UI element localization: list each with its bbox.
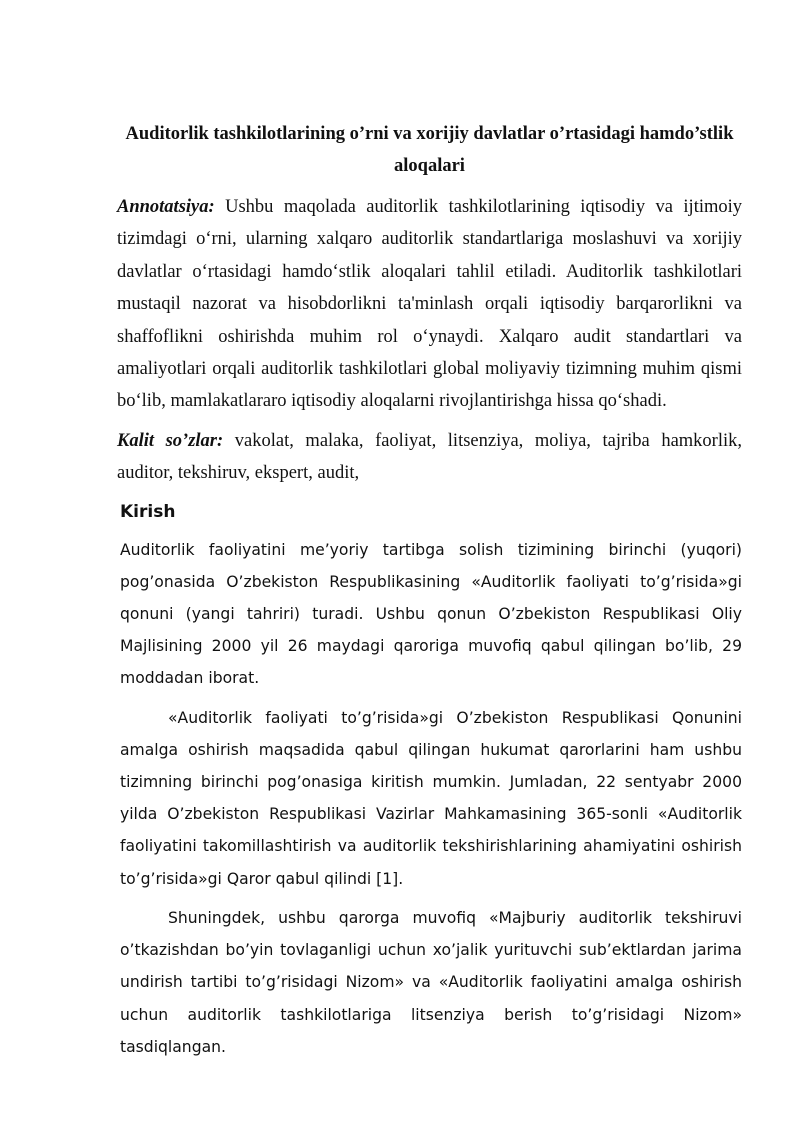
keywords-text: vakolat, malaka, faoliyat, litsenziya, moliya, tajriba hamkorlik, auditor, tekshiruv, ekspert, audit, <box>117 430 743 484</box>
body-paragraph-3: Shuningdek, ushbu qarorga muvofiq «Majburiy auditorlik tekshiruvi o’tkazishdan bo’yin tovlaganligi uchun xo’jalik yurituvchi sub’ektlardan jarima undirish tartibi to’g’risidagi Nizom» va «Auditorlik faoliyatini amalga oshirish uchun auditorlik tashkilotlariga litsenziya berish to’g’risidagi Nizom» tasdiqlangan. <box>120 908 742 1056</box>
article-title: Auditorlik tashkilotlarining o’rni va xorijiy davlatlar o’rtasidagi hamdo’stlik aloqalari <box>125 124 734 176</box>
section-heading: Kirish <box>120 501 176 522</box>
abstract-text: Ushbu maqolada auditorlik tashkilotlarining iqtisodiy va ijtimoiy tizimdagi oʻrni, ularning xalqaro auditorlik standartlariga moslashuvi va xorijiy davlatlar oʻrtasidagi hamdoʻstlik aloqalari tahlil etiladi. Auditorlik tashkilotlari mustaqil nazorat va hisobdorlikni ta'minlash orqali iqtisodiy barqarorlikni va shaffoflikni oshirishda muhim rol oʻynaydi. Xalqaro audit standartlari va amaliyotlari orqali auditorlik tashkilotlari global moliyaviy tizimning muhim qismi boʻlib, mamlakatlararo iqtisodiy aloqalarni rivojlantirishga hissa qoʻshadi. <box>117 197 743 412</box>
section-introduction <box>117 498 742 1063</box>
abstract-label: Annotatsiya: <box>117 197 215 217</box>
body-paragraph-1: Auditorlik faoliyatini me’yoriy tartibga solish tizimining birinchi (yuqori) pog’onasida O’zbekiston Respublikasining «Auditorlik faoliyati to’g’risida»gi qonuni (yangi tahriri) turadi. Ushbu qonun O’zbekiston Respublikasi Oliy Majlisining 2000 yil 26 maydagi qaroriga muvofiq qabul qilingan bo’lib, 29 moddadan iborat. <box>120 540 742 688</box>
keywords-label: Kalit so’zlar: <box>117 430 224 451</box>
keywords-paragraph <box>117 425 742 490</box>
abstract-paragraph <box>117 191 742 418</box>
body-paragraph-2: «Auditorlik faoliyati to’g’risida»gi O’zbekiston Respublikasi Qonunini amalga oshirish maqsadida qabul qilingan hukumat qarorlarini ham ushbu tizimning birinchi pog’onasiga kiritish mumkin. Jumladan, 22 sentyabr 2000 yilda O’zbekiston Respublikasi Vazirlar Mahkamasining 365-sonli «Auditorlik faoliyatini takomillashtirish va auditorlik tekshirishlarining ahamiyatini oshirish to’g’risida»gi Qaror qabul qilindi [1]. <box>120 708 742 888</box>
